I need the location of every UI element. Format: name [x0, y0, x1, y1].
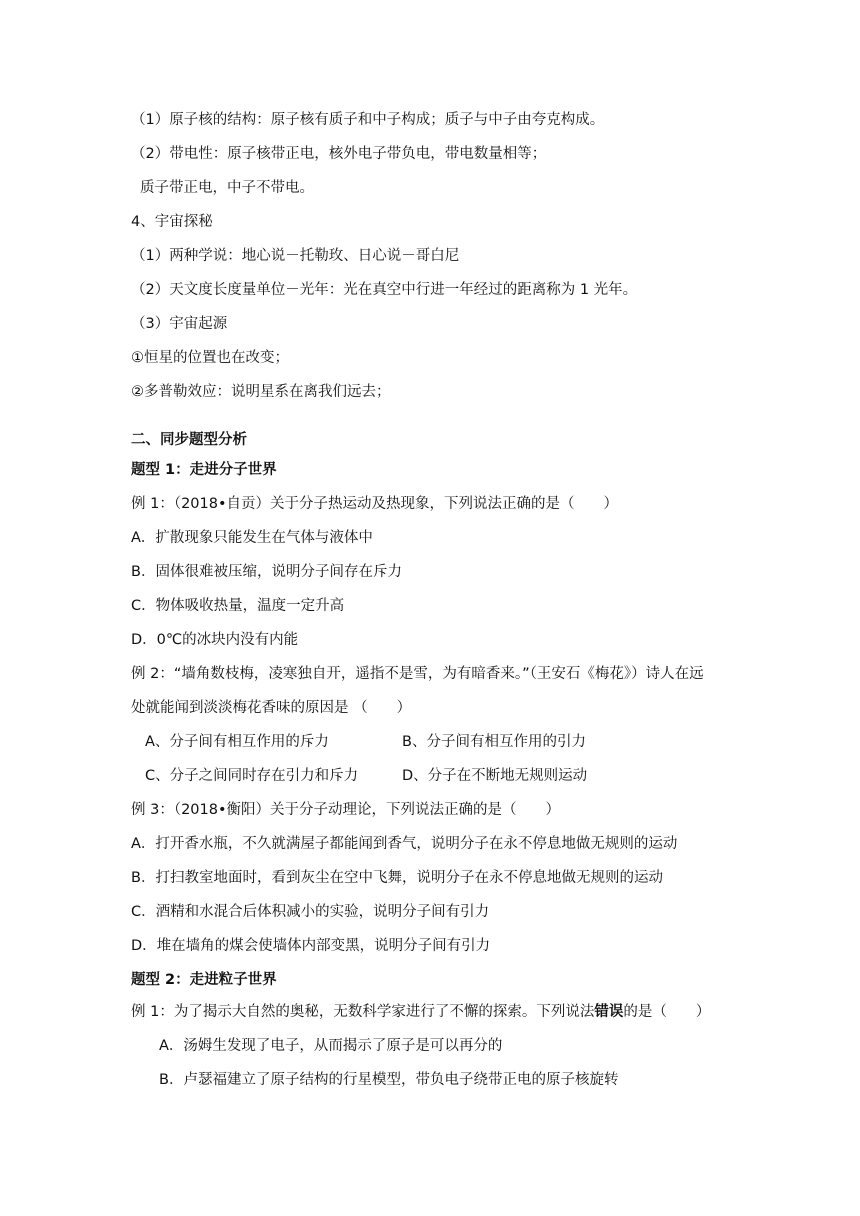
type1-example1-option-b: B．固体很难被压缩，说明分子间存在斥力 — [131, 564, 402, 580]
charge-property-line: （2）带电性：原子核带正电，核外电子带负电，带电数量相等； — [131, 146, 547, 162]
type2-example1-stem-post: 的是（ ） — [623, 1004, 711, 1020]
type2-example1-option-a: A．汤姆生发现了电子，从而揭示了原子是可以再分的 — [159, 1038, 503, 1054]
type1-example1-option-d: D．0℃的冰块内没有内能 — [131, 632, 299, 648]
doppler-effect-line: ②多普勒效应：说明星系在离我们远去； — [131, 384, 391, 400]
type1-example2-option-a: A、分子间有相互作用的斥力 — [145, 734, 329, 750]
type-2-heading: 题型 2：走进粒子世界 — [131, 972, 277, 988]
type1-example2-option-d: D、分子在不断地无规则运动 — [402, 768, 588, 784]
proton-neutron-charge-line: 质子带正电，中子不带电。 — [140, 180, 314, 196]
section-2-heading: 二、同步题型分析 — [131, 432, 247, 448]
type2-example1-stem — [131, 1002, 710, 1022]
type1-example2-option-c: C、分子之间同时存在引力和斥力 — [145, 768, 359, 784]
type1-example3-option-c: C．酒精和水混合后体积减小的实验，说明分子间有引力 — [131, 904, 490, 920]
type1-example2-option-b: B、分子间有相互作用的引力 — [402, 734, 586, 750]
two-theories-line: （1）两种学说：地心说－托勒玫、日心说－哥白尼 — [131, 248, 460, 264]
type2-example1-stem-pre: 例 1：为了揭示大自然的奥秘，无数科学家进行了不懈的探索。下列说法 — [131, 1004, 595, 1020]
type1-example3-option-d: D．堆在墙角的煤会使墙体内部变黑，说明分子间有引力 — [131, 938, 491, 954]
universe-heading: 4、宇宙探秘 — [131, 214, 213, 230]
type1-example1-option-c: C．物体吸收热量，温度一定升高 — [131, 598, 345, 614]
type1-example3-option-a: A．打开香水瓶，不久就满屋子都能闻到香气，说明分子在永不停息地做无规则的运动 — [131, 836, 678, 852]
type1-example1-option-a: A．扩散现象只能发生在气体与液体中 — [131, 530, 373, 546]
type1-example2-stem-line2: 处就能闻到淡淡梅花香味的原因是 （ ） — [131, 700, 412, 716]
universe-origin-line: （3）宇宙起源 — [131, 316, 228, 332]
type1-example3-option-b: B．打扫教室地面时，看到灰尘在空中飞舞，说明分子在永不停息地做无规则的运动 — [131, 870, 663, 886]
light-year-line: （2）天文度长度量单位－光年：光在真空中行进一年经过的距离称为 1 光年。 — [131, 282, 638, 298]
type1-example1-stem: 例 1：（2018•自贡）关于分子热运动及热现象，下列说法正确的是（ ） — [131, 496, 619, 512]
type2-example1-stem-emphasis: 错误 — [594, 1004, 624, 1020]
type1-example2-stem-line1: 例 2：“墙角数枝梅，凌寒独自开，遥指不是雪，为有暗香来。”（王安石《梅花》）诗人在远 — [131, 666, 704, 682]
type2-example1-option-b: B．卢瑟福建立了原子结构的行星模型，带负电子绕带正电的原子核旋转 — [159, 1072, 619, 1088]
star-position-line: ①恒星的位置也在改变； — [131, 350, 289, 366]
nucleus-structure-line: （1）原子核的结构：原子核有质子和中子构成；质子与中子由夸克构成。 — [131, 112, 605, 128]
type-1-heading: 题型 1：走进分子世界 — [131, 462, 277, 478]
type1-example3-stem: 例 3：（2018•衡阳）关于分子动理论，下列说法正确的是（ ） — [131, 802, 561, 818]
